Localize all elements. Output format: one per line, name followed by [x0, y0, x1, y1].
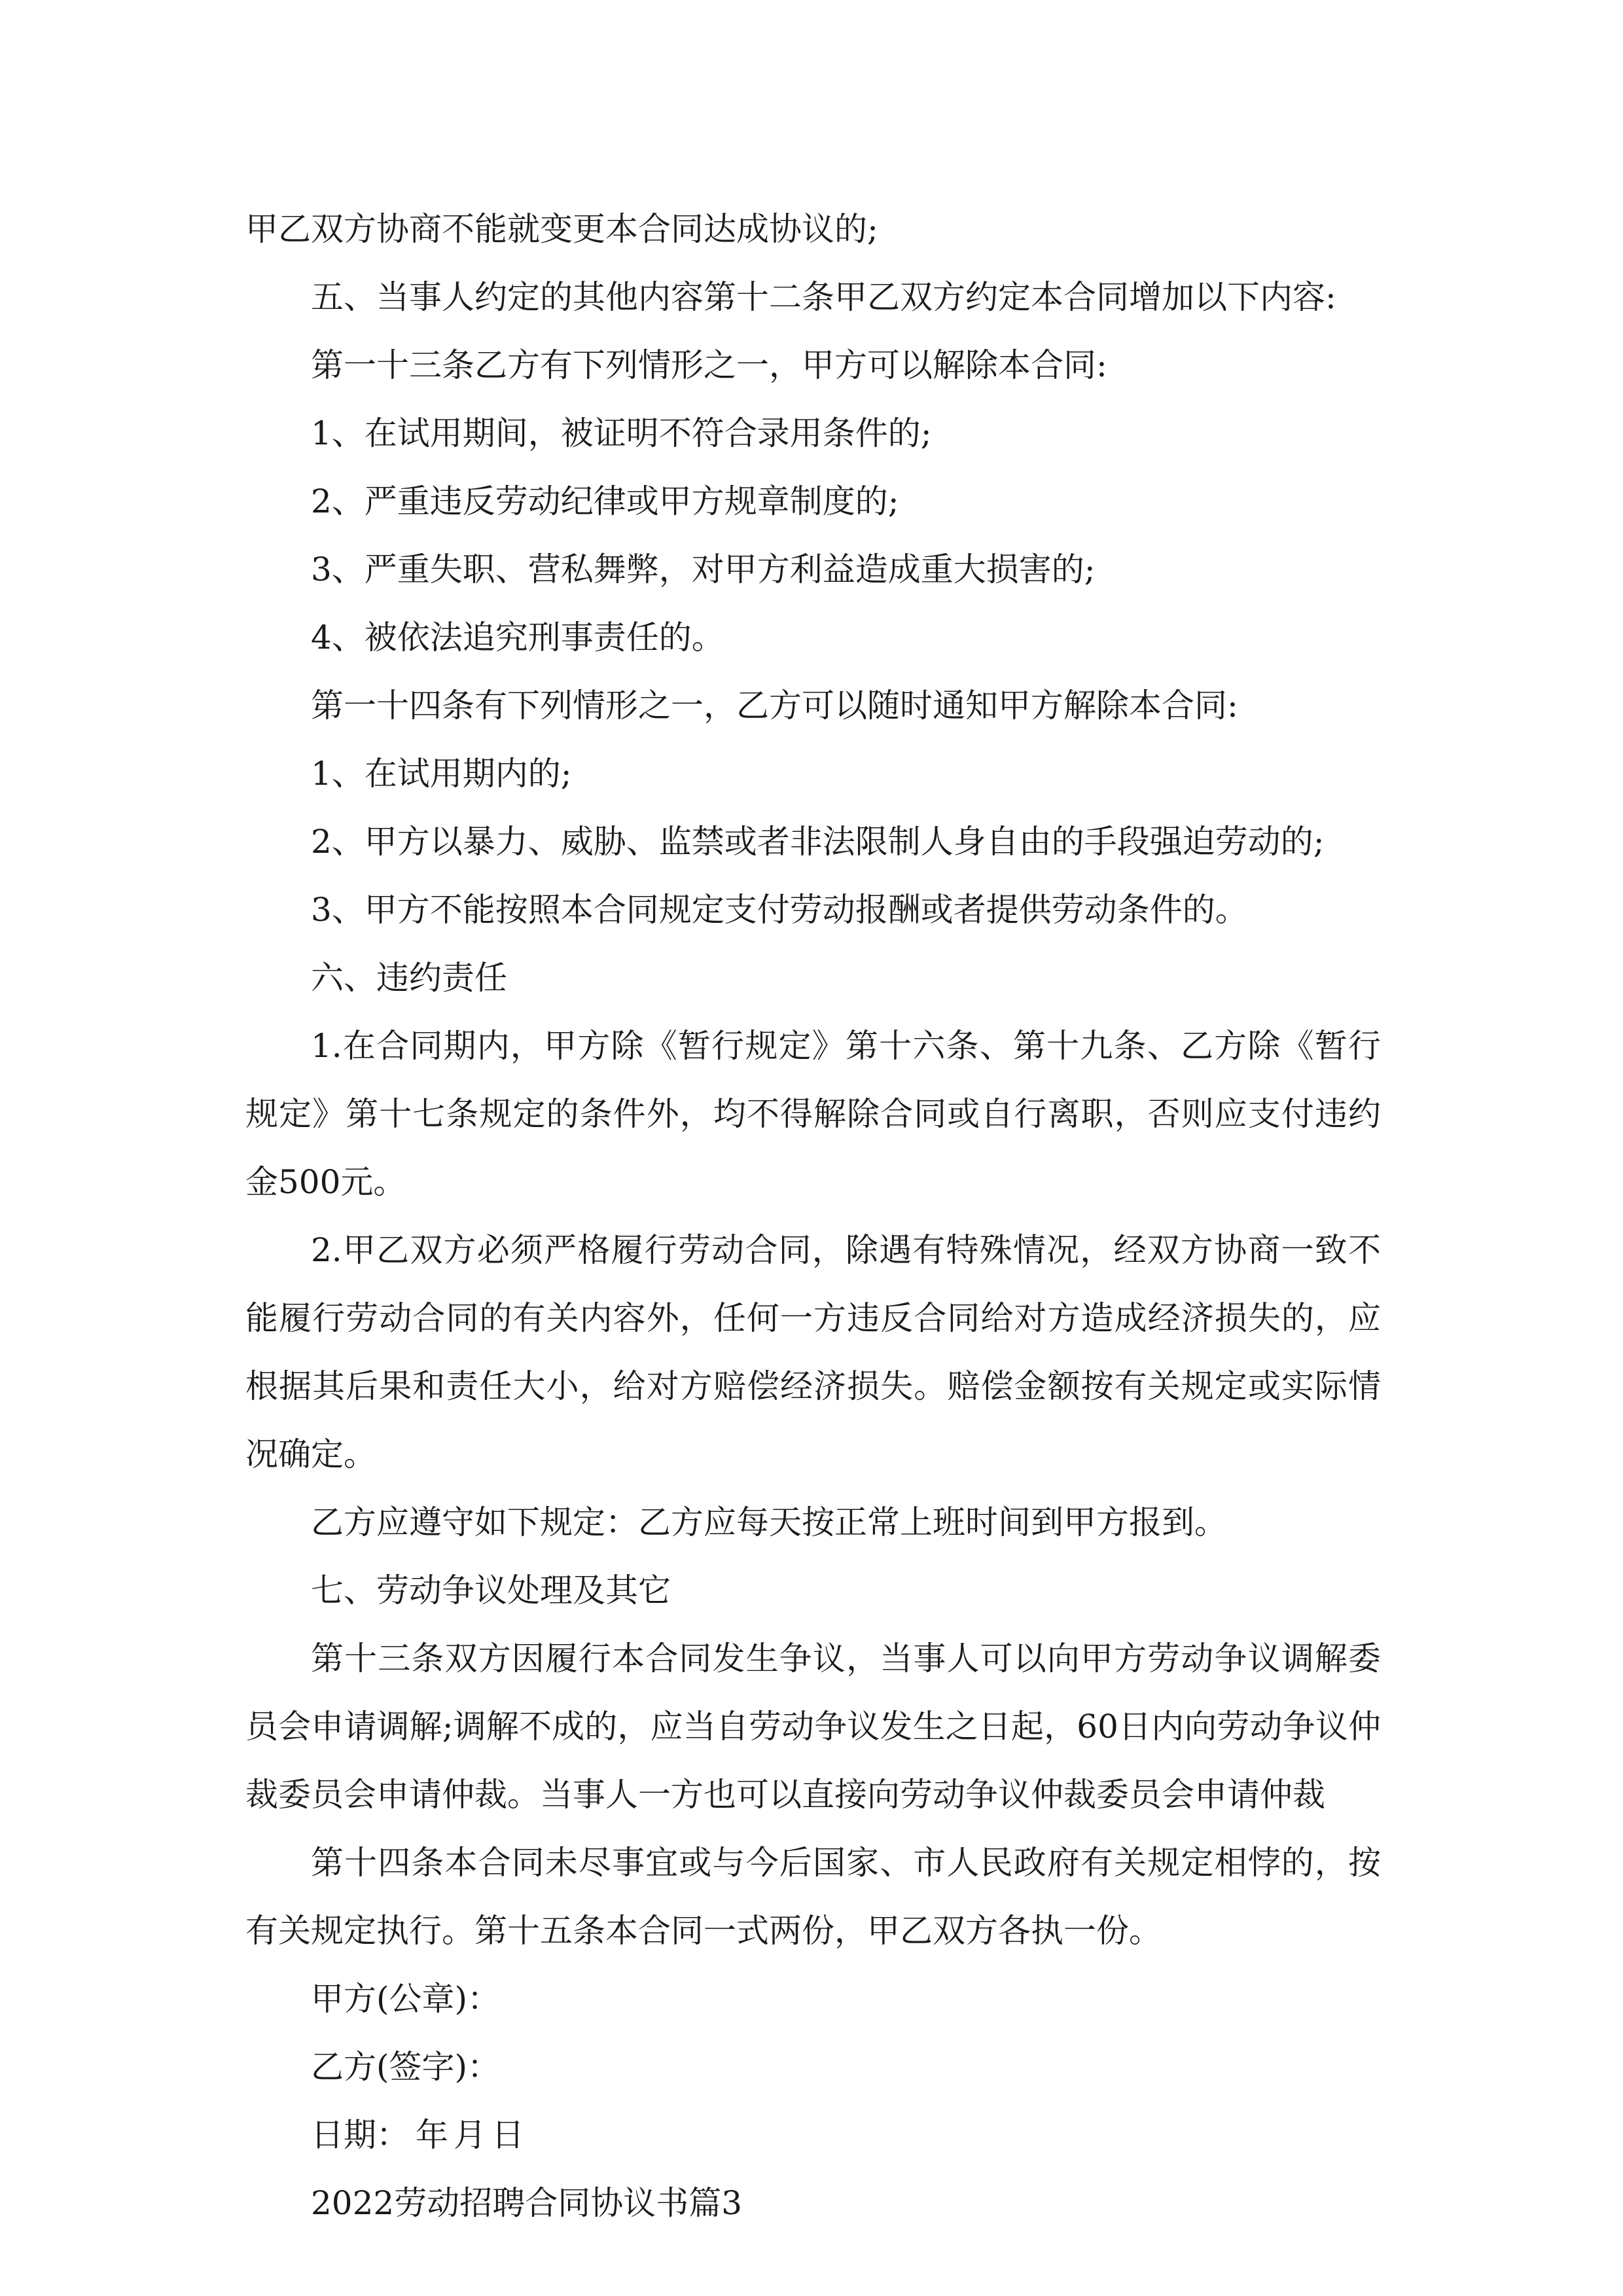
list-item: 1、在试用期间，被证明不符合录用条件的; [311, 414, 932, 452]
party-a-signature-row [245, 1965, 1381, 2033]
month-label: 月 [454, 2116, 486, 2154]
document-page [245, 195, 1381, 2237]
article-14-heading: 第一十四条有下列情形之一，乙方可以随时通知甲方解除本合同: [311, 687, 1238, 725]
year-label: 年 [416, 2116, 448, 2154]
article-13-heading: 第一十三条乙方有下列情形之一，甲方可以解除本合同: [311, 346, 1107, 384]
party-b-signature-row [245, 2033, 1381, 2101]
list-item: 2、严重违反劳动纪律或甲方规章制度的; [311, 482, 899, 520]
party-a-label: 甲方(公章)： [311, 1980, 501, 2018]
paragraph: 1.在合同期内，甲方除《暂行规定》第十六条、第十九条、乙方除《暂行规定》第十七条规定的条件外，均不得解除合同或自行离职，否则应支付违约金500元。 [245, 1027, 1381, 1201]
list-item: 2、甲方以暴力、威胁、监禁或者非法限制人身自由的手段强迫劳动的; [311, 823, 1325, 861]
section-heading-breach: 六、违约责任 [311, 959, 507, 997]
section-heading-disputes: 七、劳动争议处理及其它 [311, 1571, 671, 1609]
section-heading-other-terms: 五、当事人约定的其他内容第十二条甲乙双方约定本合同增加以下内容: [311, 278, 1336, 316]
party-b-label: 乙方(签字)： [311, 2048, 501, 2086]
paragraph: 甲乙双方协商不能就变更本合同达成协议的; [245, 210, 878, 248]
next-section-title: 2022劳动招聘合同协议书篇3 [311, 2184, 743, 2222]
date-label: 日期： [311, 2116, 409, 2154]
list-item: 1、在试用期内的; [311, 755, 572, 793]
date-row [245, 2101, 1381, 2169]
paragraph: 第十四条本合同未尽事宜或与今后国家、市人民政府有关规定相悖的，按有关规定执行。第十五条本合同一式两份，甲乙双方各执一份。 [245, 1844, 1381, 1950]
paragraph: 2.甲乙双方必须严格履行劳动合同，除遇有特殊情况，经双方协商一致不能履行劳动合同的有关内容外，任何一方违反合同给对方造成经济损失的，应根据其后果和责任大小，给对方赔偿经济损失。赔偿金额按有关规定或实际情况确定。 [245, 1231, 1381, 1473]
list-item: 4、被依法追究刑事责任的。 [311, 619, 724, 656]
day-label: 日 [491, 2116, 524, 2154]
paragraph: 乙方应遵守如下规定：乙方应每天按正常上班时间到甲方报到。 [311, 1503, 1227, 1541]
list-item: 3、严重失职、营私舞弊，对甲方利益造成重大损害的; [311, 550, 1096, 588]
paragraph: 第十三条双方因履行本合同发生争议，当事人可以向甲方劳动争议调解委员会申请调解;调解不成的，应当自劳动争议发生之日起，60日内向劳动争议仲裁委员会申请仲裁。当事人一方也可以直接向劳动争议仲裁委员会申请仲裁 [245, 1640, 1381, 1814]
list-item: 3、甲方不能按照本合同规定支付劳动报酬或者提供劳动条件的。 [311, 891, 1248, 929]
